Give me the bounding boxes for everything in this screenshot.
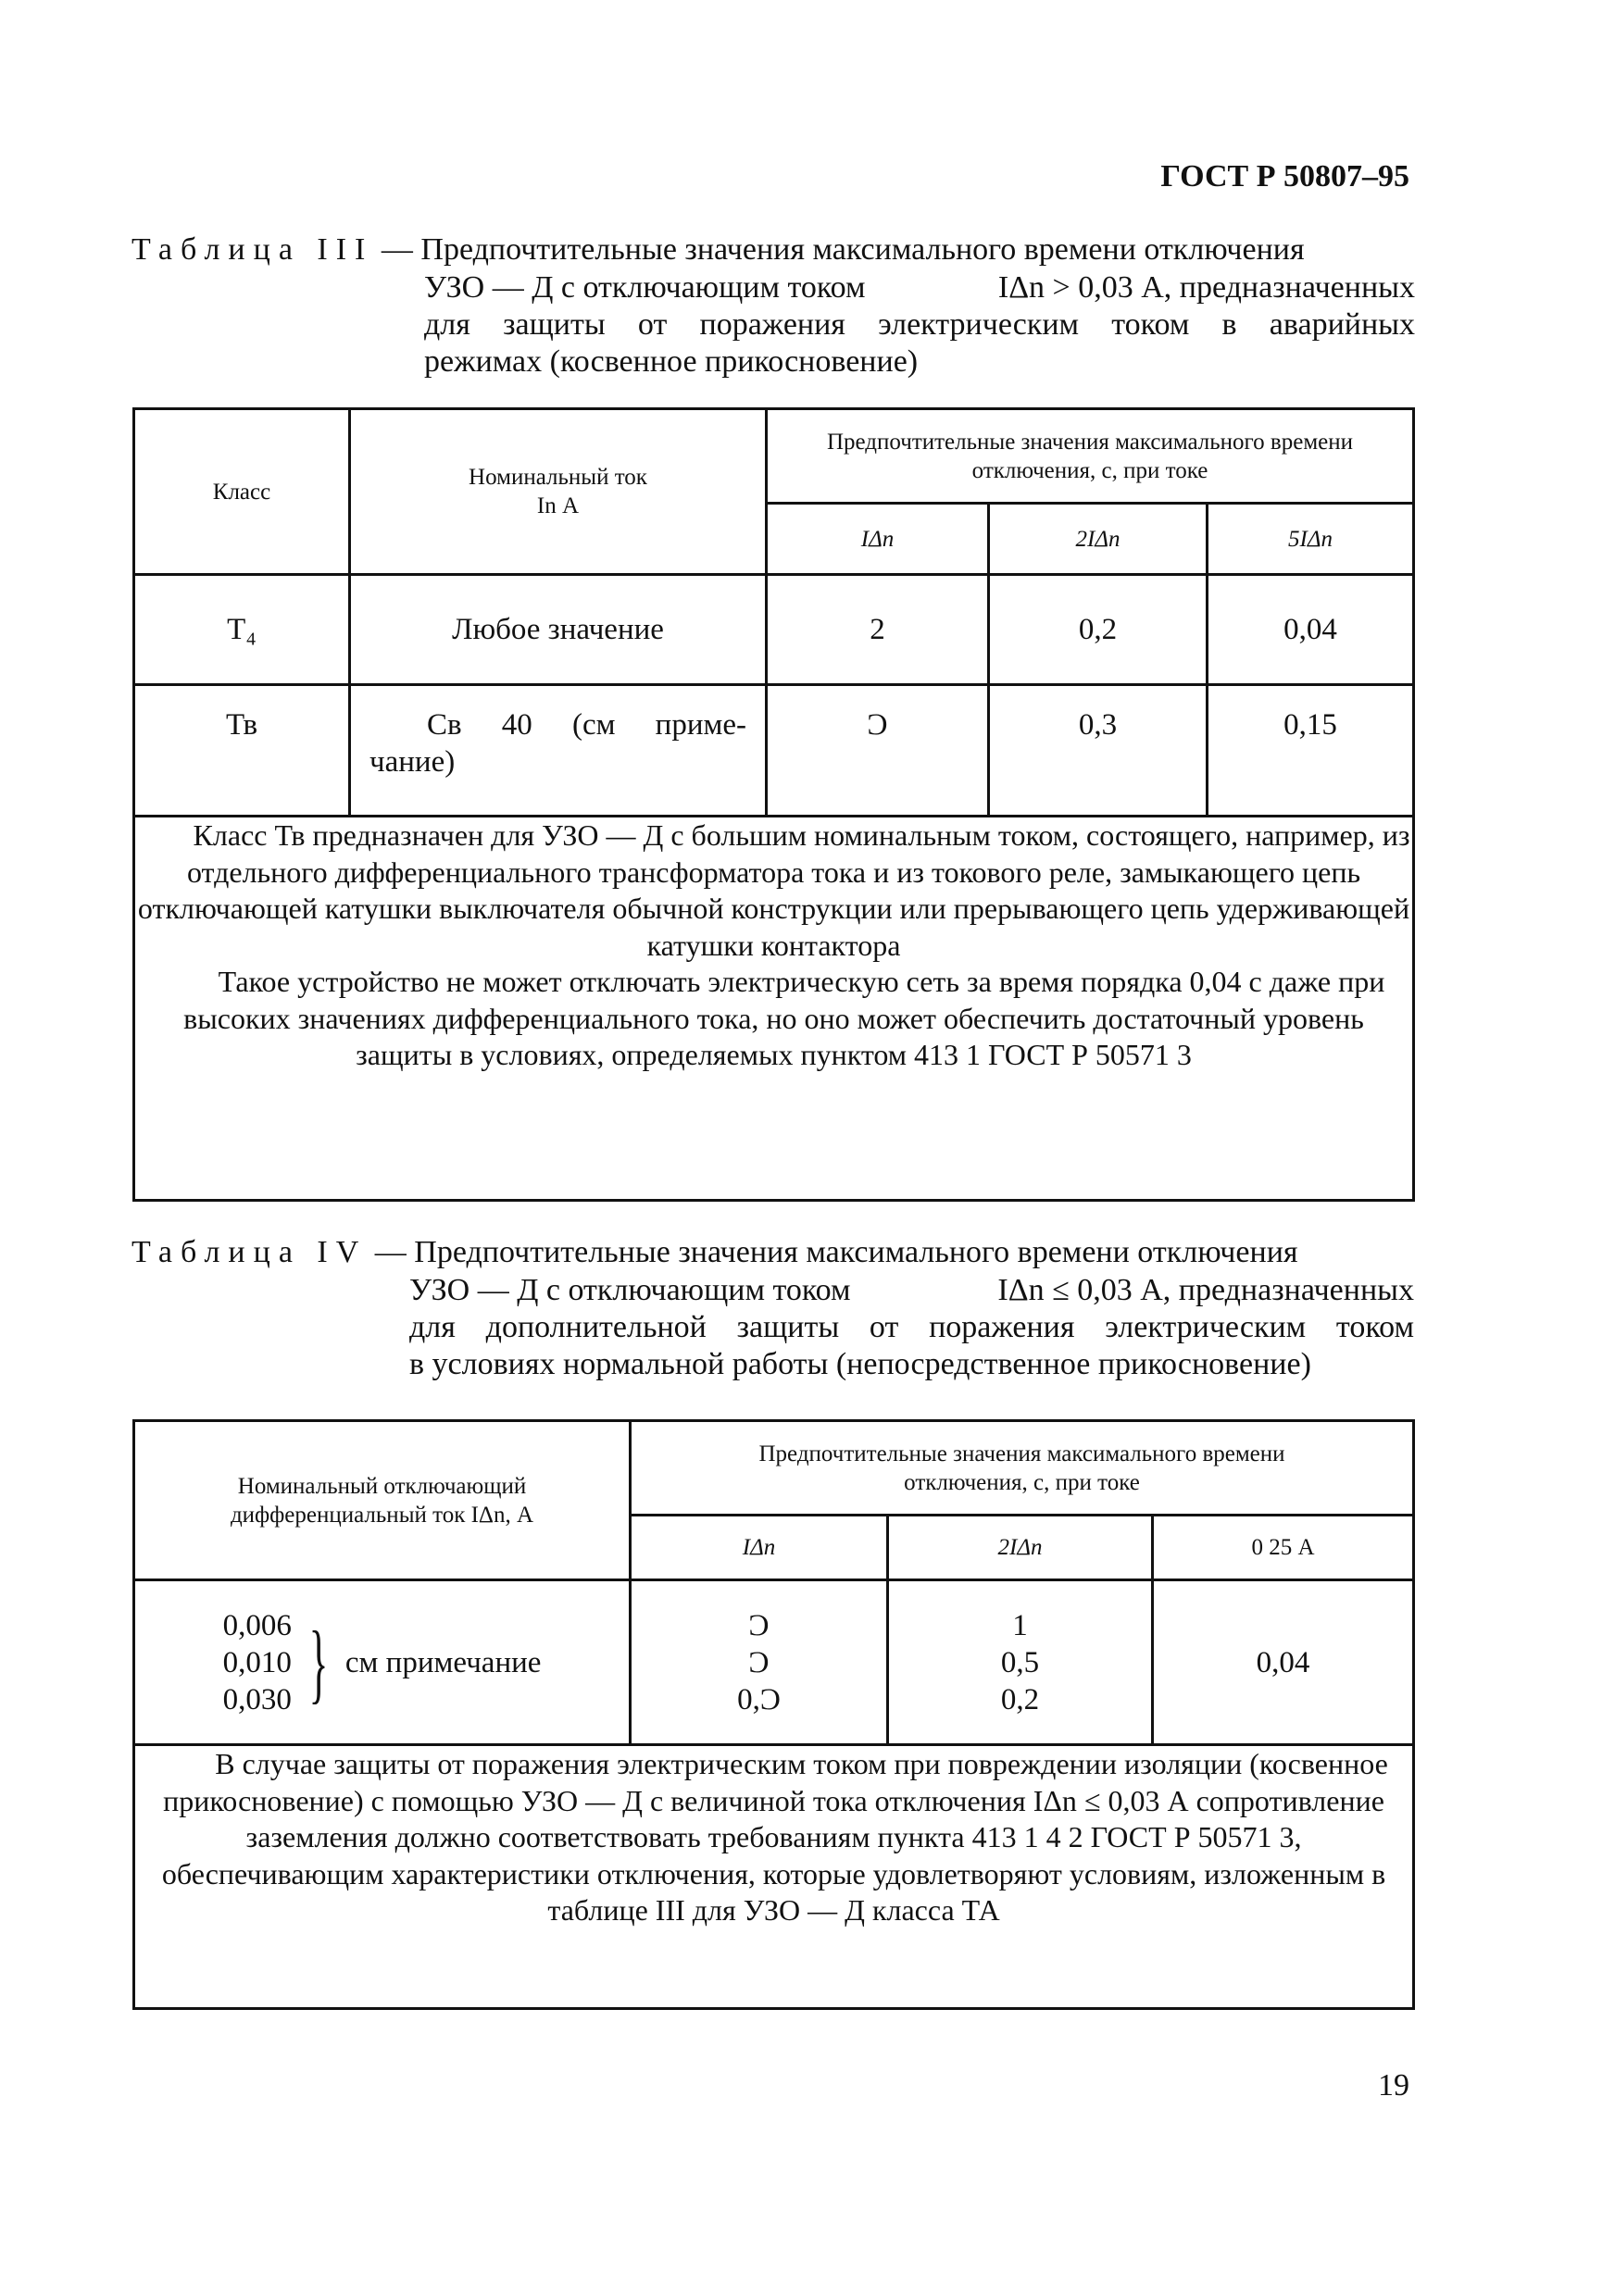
table3-head-group: Предпочтительные значения максимального времени отключения, с, при токе <box>767 409 1414 504</box>
table3-value: 0,2 <box>989 575 1208 685</box>
table3-note-p1: Класс Тв предназначен для УЗО — Д с большим номинальным током, состоящего, например, из отдельного дифференциального трансформатора тока и из токового реле, замыкающего цепь отключающей катушки выключателя обычной конструкции или прерывающего цепь удерживающей катушки контактора <box>137 818 1410 962</box>
table3-value: 2 <box>767 575 989 685</box>
table4-t1: Ͻ <box>748 1645 770 1679</box>
table4-caption-line-5: в условиях нормальной работы (непосредственное прикосновение) <box>409 1347 1311 1381</box>
table4-t3: 0,04 <box>1153 1580 1414 1745</box>
table4-head-rated <box>134 1421 631 1580</box>
table3-note <box>134 817 1414 1201</box>
table3-caption-lead: Таблица III <box>131 232 374 267</box>
table3-caption-line-4: для защиты от поражения электрическим током в аварийных <box>424 307 1415 342</box>
table3-nominal-over40-l1: Св 40 (см приме- <box>427 708 746 742</box>
table3-head-nominal-l2: In А <box>536 493 580 518</box>
table3 <box>132 407 1415 1202</box>
table4-caption-line-1: — Предпочтительные значения максимального времени отключения <box>374 1235 1298 1269</box>
table4-t1-cell <box>631 1580 888 1745</box>
table4-t2-cell <box>888 1580 1153 1745</box>
table4 <box>132 1419 1415 2010</box>
document-id: ГОСТ Р 50807–95 <box>1160 159 1409 193</box>
table4-current: 0,006 <box>222 1608 292 1642</box>
table4-t2: 0,2 <box>1000 1682 1040 1716</box>
table4-currents-cell <box>134 1580 631 1745</box>
table3-head-nominal-l1: Номинальный ток <box>469 465 647 490</box>
table4-note <box>134 1745 1414 2009</box>
table4-head-rated-l1: Номинальный отключающий <box>237 1473 527 1499</box>
table3-nominal-over40 <box>350 685 767 817</box>
table4-head-sub-2: 2IΔn <box>888 1516 1153 1580</box>
table3-nominal-any: Любое значение <box>350 575 767 685</box>
table4-t2: 1 <box>1012 1608 1028 1642</box>
table3-head-nominal <box>350 409 767 575</box>
table-row <box>134 685 1414 817</box>
table4-current: 0,010 <box>222 1645 292 1679</box>
table3-note-p2: Такое устройство не может отключать электрическую сеть за время порядка 0,04 с даже при высоких значениях дифференциального тока, но оно может обеспечить достаточный уровень защиты в условиях, определяемых пунктом 413 1 ГОСТ Р 50571 3 <box>183 965 1385 1071</box>
table3-caption-line-2: УЗО — Д с отключающим током <box>424 270 866 305</box>
table4-caption-line-3: IΔn ≤ 0,03 А, предназначенных <box>997 1273 1414 1307</box>
table3-value: 0,15 <box>1208 685 1414 817</box>
table4-t1: 0,Ͻ <box>737 1682 781 1716</box>
table4-current: 0,030 <box>222 1682 292 1716</box>
table3-class-tb: Тв <box>134 685 350 817</box>
table4-caption <box>131 1234 1419 1271</box>
table3-head-sub-1: IΔn <box>767 504 989 575</box>
table3-nominal-over40-l2: чание) <box>369 745 456 779</box>
table3-head-sub-3: 5IΔn <box>1208 504 1414 575</box>
table3-caption-line-3: IΔn > 0,03 А, предназначенных <box>997 270 1415 305</box>
table3-value: Ͻ <box>767 685 989 817</box>
table4-head-group: Предпочтительные значения максимального времени отключения, с, при токе <box>631 1421 1414 1516</box>
table4-head-sub-1: IΔn <box>631 1516 888 1580</box>
table3-caption-line-1: — Предпочтительные значения максимального времени отключения <box>381 232 1305 267</box>
table4-see-note: см примечание <box>344 1645 542 1679</box>
table3-caption-line-5: режимах (косвенное прикосновение) <box>424 344 919 379</box>
table4-caption-lead: Таблица IV <box>131 1235 368 1269</box>
table-row <box>134 575 1414 685</box>
table3-class-ta: Т₄ <box>134 575 350 685</box>
table4-caption-cont <box>409 1272 1414 1383</box>
table3-value: 0,3 <box>989 685 1208 817</box>
table4-head-rated-l2: дифференциальный ток IΔn, А <box>230 1502 534 1528</box>
table4-head-sub-3: 0 25 А <box>1153 1516 1414 1580</box>
table4-currents <box>223 1607 292 1718</box>
table3-caption-cont <box>424 269 1415 381</box>
table4-caption-line-2: УЗО — Д с отключающим током <box>409 1273 851 1307</box>
table-row <box>134 1580 1414 1745</box>
table4-t2: 0,5 <box>1000 1645 1040 1679</box>
table3-value: 0,04 <box>1208 575 1414 685</box>
table4-note-text: В случае защиты от поражения электрическим током при повреждении изоляции (косвенное прикосновение) с помощью УЗО — Д с величиной тока отключения IΔn ≤ 0,03 А сопротивление заземления должно соответствовать требованиям пункта 413 1 4 2 ГОСТ Р 50571 3, обеспечивающим характеристики отключения, которые удовлетворяют условиям, изложенным в таблице III для УЗО — Д класса ТА <box>161 1747 1388 1927</box>
table3-head-sub-2: 2IΔn <box>989 504 1208 575</box>
table4-t1: Ͻ <box>748 1608 770 1642</box>
right-brace: } <box>308 1612 329 1712</box>
table4-caption-line-4: для дополнительной защиты от поражения электрическим током <box>409 1310 1414 1344</box>
table3-caption <box>131 231 1419 268</box>
page-number: 19 <box>1378 2068 1409 2103</box>
table3-head-class: Класс <box>134 409 350 575</box>
